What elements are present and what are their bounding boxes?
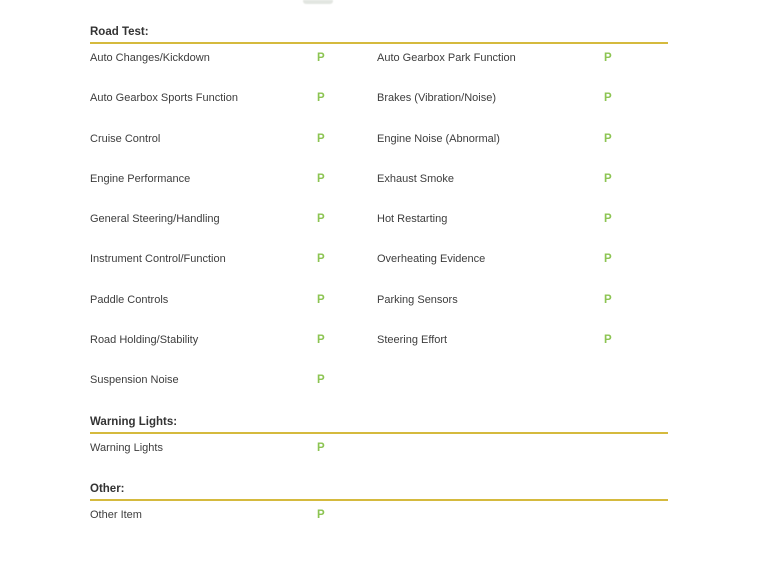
clipped-pass-mark (303, 0, 333, 4)
item-label: Hot Restarting (377, 213, 448, 226)
item-label: Road Holding/Stability (90, 334, 199, 347)
item-label: Other Item (90, 508, 142, 521)
item-label: Suspension Noise (90, 374, 179, 387)
item-label: Auto Changes/Kickdown (90, 52, 210, 64)
pass-badge: P (604, 52, 612, 64)
checklist-item (90, 253, 377, 293)
pass-badge: P (604, 293, 612, 306)
checklist-item (377, 92, 668, 132)
item-label: Paddle Controls (90, 293, 169, 306)
pass-badge: P (317, 334, 325, 347)
pass-badge: P (604, 253, 612, 266)
checklist-item (377, 133, 668, 173)
item-label: Auto Gearbox Park Function (377, 52, 516, 64)
item-label: Engine Noise (Abnormal) (377, 132, 500, 145)
section-underline (90, 42, 668, 44)
item-label: Engine Performance (90, 172, 191, 185)
pass-badge: P (317, 293, 325, 306)
checklist-item (90, 374, 377, 414)
checklist-item (90, 173, 377, 213)
report-sections (90, 25, 668, 549)
pass-badge: P (604, 92, 612, 105)
checklist-item (90, 213, 377, 253)
item-label: Instrument Control/Function (90, 253, 226, 266)
pass-badge: P (604, 172, 612, 185)
item-label: Overheating Evidence (377, 253, 486, 266)
section-underline (90, 499, 668, 501)
checklist-item (377, 173, 668, 213)
pass-badge: P (317, 441, 325, 454)
item-label: Steering Effort (377, 334, 448, 347)
checklist-item (90, 334, 377, 374)
pass-badge: P (317, 213, 325, 226)
pass-badge: P (317, 52, 325, 64)
checklist-item (90, 92, 377, 132)
checklist-item (377, 213, 668, 253)
section-title: Road Test: (90, 26, 149, 38)
checklist-item (377, 52, 668, 92)
checklist-item (377, 294, 668, 334)
item-label: Warning Lights (90, 441, 163, 454)
pass-badge: P (317, 374, 325, 387)
section-items (90, 442, 668, 482)
item-label: Exhaust Smoke (377, 172, 455, 185)
checklist-item (90, 133, 377, 173)
pass-badge: P (317, 132, 325, 145)
item-label: Brakes (Vibration/Noise) (377, 92, 497, 105)
pass-badge: P (604, 213, 612, 226)
checklist-item (90, 509, 377, 549)
checklist-item (377, 253, 668, 293)
pass-badge: P (604, 132, 612, 145)
report-section (90, 482, 668, 549)
item-label: General Steering/Handling (90, 213, 220, 226)
section-items (90, 509, 668, 549)
section-title: Other: (90, 482, 125, 495)
pass-badge: P (317, 172, 325, 185)
checklist-item (90, 294, 377, 334)
checklist-item (377, 334, 668, 374)
report-section (90, 25, 668, 415)
checklist-item (90, 442, 377, 482)
pass-badge: P (317, 508, 325, 521)
item-label: Parking Sensors (377, 293, 458, 306)
item-label: Cruise Control (90, 132, 161, 145)
section-title: Warning Lights: (90, 415, 178, 428)
pass-badge: P (317, 253, 325, 266)
pass-badge: P (604, 334, 612, 347)
item-label: Auto Gearbox Sports Function (90, 92, 238, 105)
pass-badge: P (317, 92, 325, 105)
checklist-item (90, 52, 377, 92)
section-items (90, 52, 668, 415)
report-section (90, 415, 668, 482)
section-underline (90, 432, 668, 434)
